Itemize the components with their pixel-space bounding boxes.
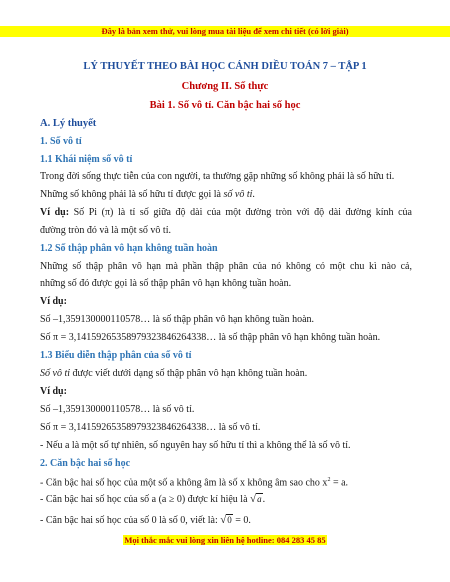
document-title: LÝ THUYẾT THEO BÀI HỌC CÁNH DIỀU TOÁN 7 – TẬP 1: [83, 61, 367, 72]
paragraph-7-end: = 0.: [232, 515, 251, 526]
term-so-vo-ti-2: Số vô tỉ: [40, 368, 70, 379]
section-1-1-heading: 1.1 Khái niệm số vô tỉ: [40, 154, 133, 165]
example-3-line-2: Số π = 3,14159265358979323846264338… là số vô tỉ.: [40, 422, 261, 433]
paragraph-4: - Nếu a là một số tự nhiên, số nguyên hay số hữu tỉ thì a không thể là số vô tỉ.: [40, 440, 351, 451]
preview-banner: [0, 26, 450, 37]
term-so-vo-ti: số vô tỉ: [223, 189, 253, 200]
paragraph-1-line-2: [40, 188, 412, 201]
hotline-footer-text: Mọi thắc mắc vui lòng xin liên hệ hotline: 084 283 45 85: [124, 535, 326, 545]
paragraph-1-line-1: Trong đời sống thực tiễn của con người, ta thường gặp những số không phải là số hữu tỉ.: [40, 171, 395, 182]
example-3-line-1: Số –1,359130000110578… là số vô tỉ.: [40, 404, 195, 415]
paragraph-1-end: .: [252, 189, 255, 200]
paragraph-7-text: - Căn bậc hai số học của số 0 là số 0, viết là:: [40, 515, 221, 526]
sqrt-a-formula: [250, 493, 263, 506]
preview-banner-text: Đây là bản xem thử, vui lòng mua tài liệu để xem chi tiết (có lời giải): [101, 26, 349, 36]
sqrt-0-formula: [220, 514, 233, 527]
example-1-text: Số Pi (π) là tỉ số giữa độ dài của một đường tròn với độ dài đường kính của: [69, 207, 412, 218]
radical-icon: √: [250, 493, 257, 505]
paragraph-3: [40, 367, 412, 380]
chapter-heading: Chương II. Số thực: [181, 81, 269, 92]
paragraph-1-text: Những số không phải là số hữu tỉ được gọi là: [40, 189, 224, 200]
section-2-heading: 2. Căn bậc hai số học: [40, 458, 131, 469]
paragraph-6-end: .: [262, 494, 266, 505]
superscript-2: 2: [327, 477, 331, 483]
section-a-heading: A. Lý thuyết: [40, 118, 97, 129]
section-1-2-heading: 1.2 Số thập phân vô hạn không tuần hoàn: [40, 243, 218, 254]
section-1-heading: 1. Số vô tỉ: [40, 136, 82, 147]
paragraph-5-end: = a.: [330, 477, 349, 489]
radicand-a: a: [257, 494, 262, 504]
lesson-heading: Bài 1. Số vô tỉ. Căn bậc hai số học: [149, 100, 301, 111]
paragraph-2-line-1: Những số thập phân vô hạn mà phần thập phân của nó không có một chu kì nào cả,: [40, 261, 412, 272]
hotline-footer: [0, 535, 450, 546]
paragraph-5-text: - Căn bậc hai số học của một số a không âm là số x không âm sao cho x: [40, 477, 328, 489]
radicand-0: 0: [227, 515, 232, 525]
example-3-label: Ví dụ:: [40, 386, 67, 397]
paragraph-5: [40, 474, 412, 489]
example-label: Ví dụ:: [40, 207, 70, 218]
paragraph-6-text: - Căn bậc hai số học của số a (a ≥ 0) được kí hiệu là: [40, 494, 251, 505]
example-1-line-2: đường tròn đó và là một số vô tỉ.: [40, 225, 171, 236]
example-2-line-2: Số π = 3,14159265358979323846264338… là số thập phân vô hạn không tuần hoàn.: [40, 332, 381, 343]
radical-icon-2: √: [220, 514, 227, 526]
example-2-label: Ví dụ:: [40, 296, 67, 307]
paragraph-3-text: được viết dưới dạng số thập phân vô hạn không tuần hoàn.: [70, 368, 308, 379]
example-2-line-1: Số –1,359130000110578… là số thập phân vô hạn không tuần hoàn.: [40, 314, 315, 325]
paragraph-6: [40, 493, 412, 506]
example-1-line-1: [40, 206, 412, 219]
paragraph-7: [40, 514, 412, 527]
section-1-3-heading: 1.3 Biểu diễn thập phân của số vô tỉ: [40, 350, 192, 361]
paragraph-2-line-2: những số đó được gọi là số thập phân vô hạn không tuần hoàn.: [40, 278, 292, 289]
